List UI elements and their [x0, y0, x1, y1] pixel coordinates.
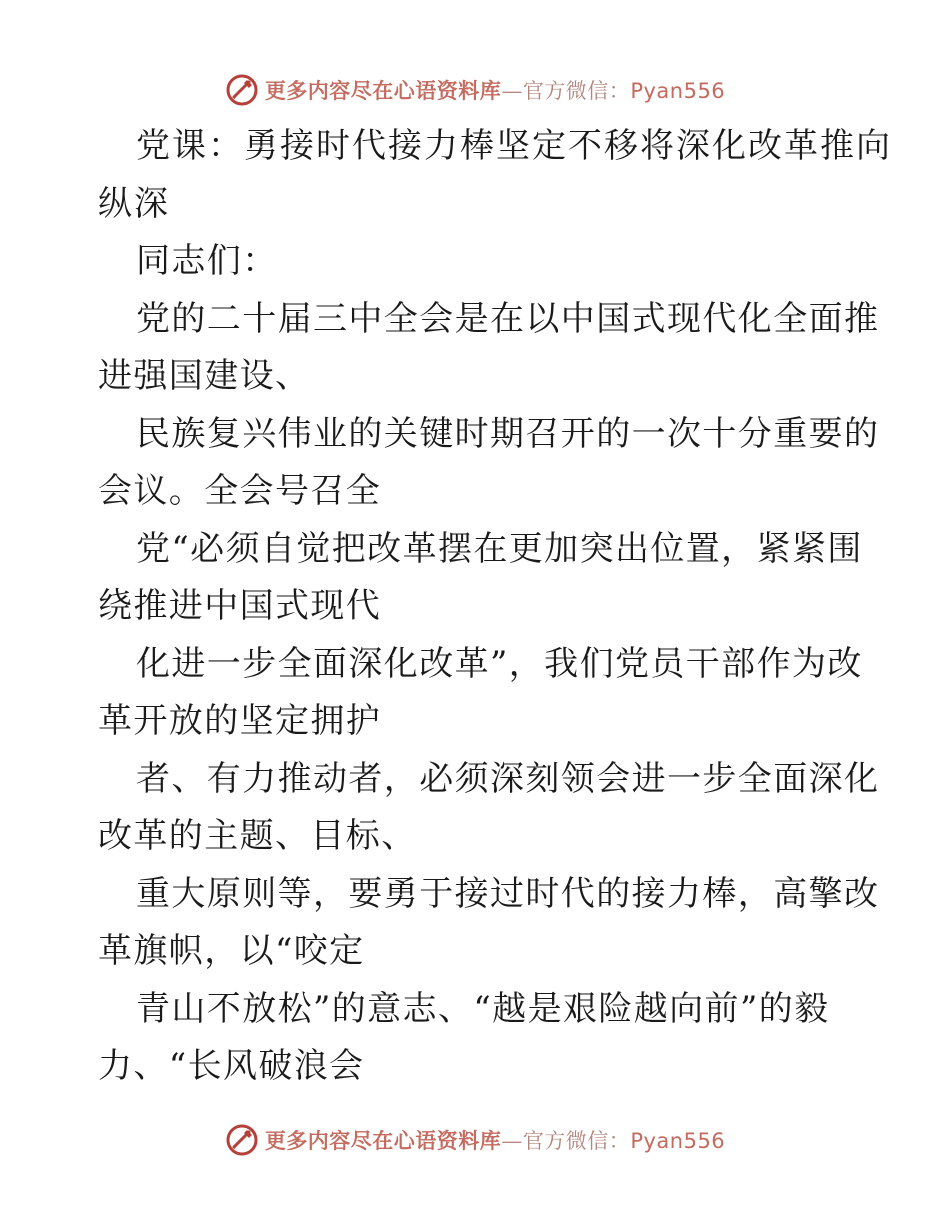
watermark-main: 更多内容尽在心语资料库 [264, 1128, 502, 1153]
document-body [98, 118, 892, 1096]
watermark-dash: — [501, 1129, 523, 1153]
watermark-id: Pyan556 [630, 1129, 726, 1153]
paragraph-line: 民族复兴伟业的关键时期召开的一次十分重要的 [136, 413, 880, 454]
paragraph-line: 重大原则等，要勇于接过时代的接力棒，高擎改 [136, 873, 880, 914]
paragraph-line: 革旗帜，以“咬定 [98, 931, 365, 971]
paragraph-line: 进强国建设、 [98, 356, 311, 396]
watermark-id: Pyan556 [630, 79, 726, 103]
watermark-sub: 官方微信： [522, 79, 631, 103]
header-watermark [0, 70, 950, 110]
footer-watermark [0, 1120, 950, 1160]
paragraph-line: 化进一步全面深化改革”，我们党员干部作为改 [136, 643, 863, 684]
paragraph-line: 党的二十届三中全会是在以中国式现代化全面推 [136, 298, 880, 339]
logo-icon [225, 1123, 259, 1157]
paragraph-line: 党“必须自觉把改革摆在更加突出位置，紧紧围 [136, 528, 863, 569]
watermark-dash: — [501, 79, 523, 103]
paragraph-line: 革开放的坚定拥护 [98, 701, 382, 741]
logo-icon [225, 73, 259, 107]
document-title-line-2: 纵深 [98, 183, 170, 224]
watermark-sub: 官方微信： [522, 1129, 631, 1153]
paragraph-line: 改革的主题、目标、 [98, 816, 417, 856]
watermark-text [265, 1125, 725, 1155]
watermark-text [265, 75, 725, 105]
paragraph-line: 会议。全会号召全 [98, 471, 382, 511]
paragraph-line: 青山不放松”的意志、“越是艰险越向前”的毅 [136, 988, 830, 1029]
document-title-line-1: 党课：勇接时代接力棒坚定不移将深化改革推向 [136, 126, 892, 166]
paragraph-line: 绕推进中国式现代 [98, 586, 382, 626]
paragraph-line: 力、“长风破浪会 [98, 1046, 365, 1086]
salutation: 同志们： [136, 241, 278, 281]
watermark-main: 更多内容尽在心语资料库 [264, 78, 502, 103]
paragraph-line: 者、有力推动者，必须深刻领会进一步全面深化 [136, 758, 880, 799]
